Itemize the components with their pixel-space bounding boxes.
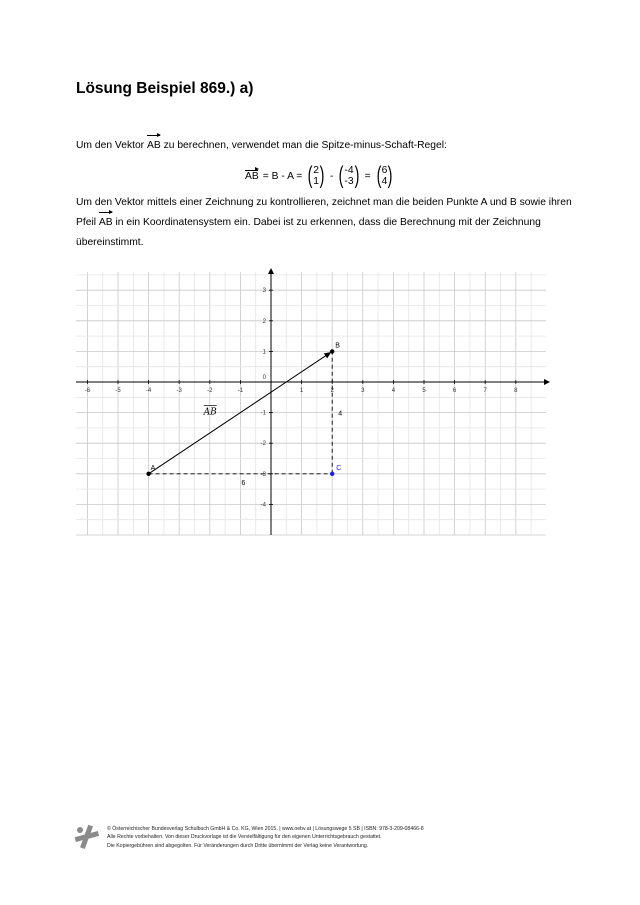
y-tick-label: -1 [260,410,266,417]
y-tick-label: -2 [260,441,266,448]
x-tick-label: -4 [145,388,152,394]
vector-ab-symbol-2: AB [99,213,113,233]
vector-result-x: 6 [381,165,388,176]
formula-lhs-vector: AB [245,170,259,182]
vector-ab-label: AB [203,407,217,418]
formula-equals: = [364,170,371,182]
x-axis-arrow [544,379,550,385]
column-vector-result: ( 6 4 ) [376,162,393,189]
explanation-part2: in ein Koordinatensystem ein. Dabei ist zu erkennen, dass die Berechnung mit der Zeichnung übereinstimmt. [76,217,541,248]
x-tick-label: 8 [514,388,518,394]
y-tick-label: 3 [262,288,266,295]
intro-text-after: zu berechnen, verwendet man die Spitze-minus-Schaft-Regel: [160,140,447,151]
x-tick-label: 4 [391,388,396,394]
explanation-part1: Um den Vektor mittels einer Zeichnung zu kontrollieren, zeichnet man die beiden Punkte A und B sowie ihren Pfeil [76,197,572,228]
footer-line-2: Alle Rechte vorbehalten. Von dieser Druckvorlage ist die Vervielfältigung für den eigenen Unterrichtsgebrauch gestattet. [107,834,382,841]
column-vector-a: ( -4 -3 ) [339,162,359,189]
x-tick-label: 2 [330,388,334,394]
formula-middle: = B - A = [262,170,303,182]
x-tick-label: 1 [299,388,304,394]
x-tick-label: -1 [237,388,244,394]
y-tick-label: 1 [262,349,266,356]
x-tick-label: -5 [115,388,121,394]
column-vector-b: ( 2 1 ) [307,162,325,189]
y-axis-arrow [268,268,274,274]
point-c [330,472,334,476]
publisher-logo [74,824,100,855]
point-label-b: B [335,342,340,350]
point-label-c: C [336,464,342,472]
vertical-length-label: 4 [338,410,343,418]
footer-line-1: © Österreichischer Bundesverlag Schulbuch GmbH & Co. KG, Wien 2015. | www.oebv.at | Lösungswege 5 SB | ISBN: 978-3-209-08466-8 [107,826,424,832]
vector-ab-arrow [149,355,327,474]
footer-line-3: Die Kopiergebühren sind abgegolten. Für Veränderungen durch Dritte übernimmt der Verlag keine Verantwortung. [107,842,369,849]
x-tick-label: 3 [361,388,365,394]
x-tick-label: -6 [84,388,91,394]
page-title: Lösung Beispiel 869.) a) [76,80,254,97]
x-tick-label: 5 [422,388,426,394]
intro-text-before: Um den Vektor [76,140,147,151]
x-tick-label: -2 [207,388,213,394]
x-tick-label: 6 [452,388,457,394]
vector-b-y: 1 [313,176,319,187]
vector-ab-symbol: AB [147,136,161,156]
horizontal-length-label: 6 [241,479,246,487]
point-a [146,472,150,476]
vector-a-x: -4 [344,165,354,176]
point-label-a: A [150,464,156,472]
footer-text [107,825,424,850]
formula-minus: - [329,170,334,182]
y-tick-label: -3 [260,471,266,478]
vector-b-x: 2 [313,165,319,176]
y-tick-label: 2 [262,318,266,325]
x-tick-label: 7 [483,388,487,394]
vector-result-y: 4 [381,176,388,187]
grid-lines [76,272,546,535]
vector-a-y: -3 [344,176,354,187]
vector-ab-arrowhead [324,352,331,358]
point-b [330,349,334,353]
x-tick-label: -3 [176,388,182,394]
origin-label: 0 [262,375,266,381]
y-tick-label: -4 [260,502,266,509]
